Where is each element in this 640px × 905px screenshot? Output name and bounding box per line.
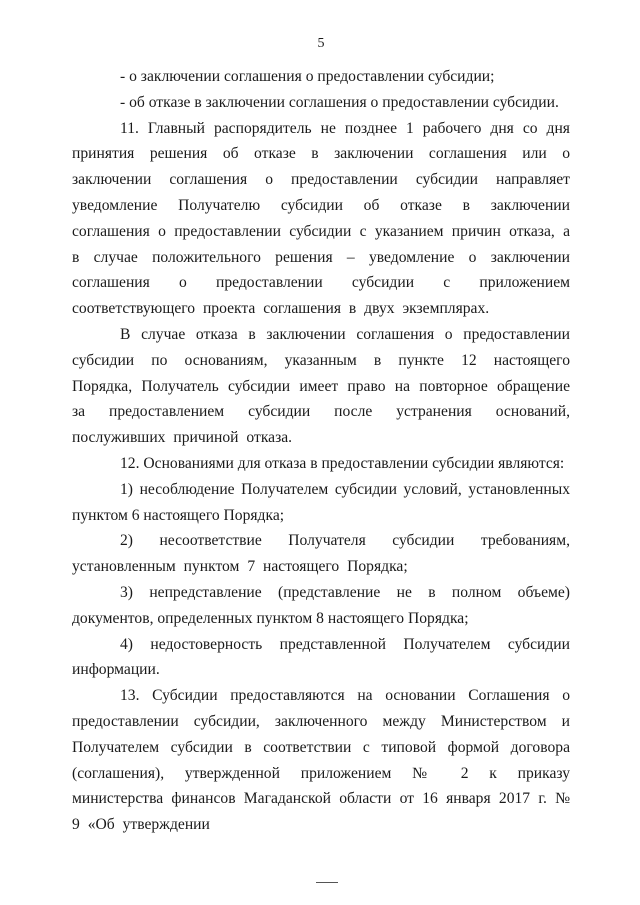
document-body <box>72 64 570 838</box>
footer-rule <box>316 882 338 883</box>
paragraph-list-item-refusal: - об отказе в заключении соглашения о предоставлении субсидии. <box>120 93 559 111</box>
paragraph-clause-12-item-1: 1) несоблюдение Получателем субсидии условий, установленных пунктом 6 настоящего Порядка; <box>72 480 570 524</box>
paragraph-clause-12-item-2: 2) несоответствие Получателя субсидии требованиям, установленным пунктом 7 настоящего Порядка; <box>72 532 570 576</box>
paragraph-clause-13: 13. Субсидии предоставляются на основании Соглашения о предоставлении субсидии, заключенного между Министерством и Получателем субсидии в соответствии с типовой формой договора (соглашения), утвержденной приложением № 2 к приказу министерства финансов Магаданской области от 16 января 2017 г. № 9 «Об утверждении <box>72 687 570 834</box>
paragraph-clause-12-item-3: 3) непредставление (представление не в полном объеме) документов, определенных пунктом 8 настоящего Порядка; <box>72 583 570 627</box>
paragraph-clause-12: 12. Основаниями для отказа в предоставлении субсидии являются: <box>120 454 565 472</box>
page-number: 5 <box>317 36 325 51</box>
paragraph-refusal-case: В случае отказа в заключении соглашения о предоставлении субсидии по основаниям, указанным в пункте 12 настоящего Порядка, Получатель субсидии имеет право на повторное обращение за предоставлением субсидии после устранения оснований, послуживших причиной отказа. <box>72 325 570 447</box>
paragraph-clause-11: 11. Главный распорядитель не позднее 1 рабочего дня со дня принятия решения об отказе в заключении соглашения или о заключении соглашения о предоставлении субсидии направляет уведомление Получателю субсидии об отказе в заключении соглашения о предоставлении субсидии с указанием причин отказа, а в случае положительного решения – уведомление о заключении соглашения о предоставлении субсидии с приложением соответствующего проекта соглашения в двух экземплярах. <box>72 119 570 318</box>
paragraph-clause-12-item-4: 4) недостоверность представленной Получателем субсидии информации. <box>72 635 570 679</box>
paragraph-list-item-conclusion: - о заключении соглашения о предоставлении субсидии; <box>120 68 495 85</box>
